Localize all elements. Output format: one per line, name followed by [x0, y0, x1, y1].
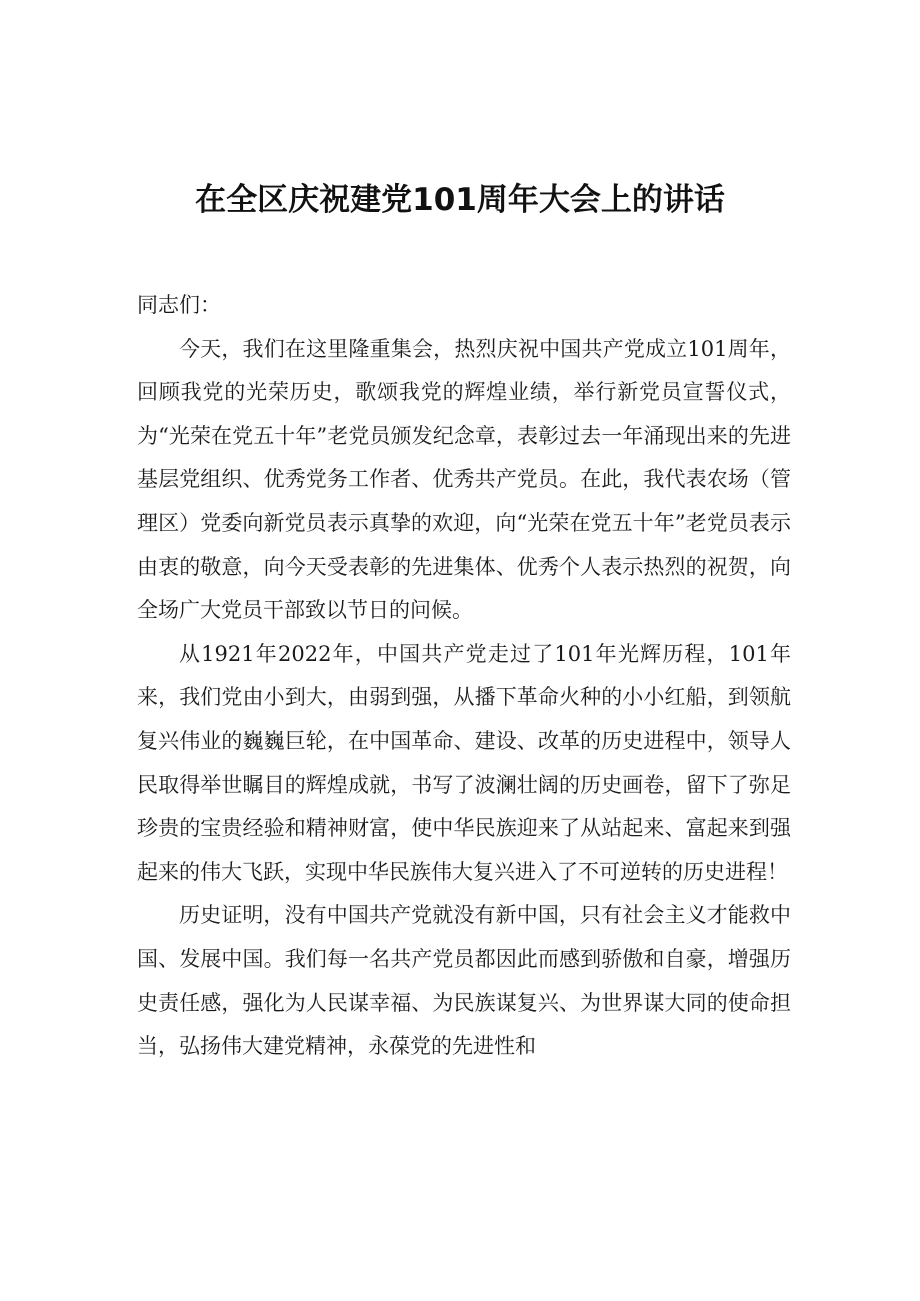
- paragraph-1: 今天，我们在这里隆重集会，热烈庆祝中国共产党成立101周年，回顾我党的光荣历史，歌颂我党的辉煌业绩，举行新党员宣誓仪式，为“光荣在党五十年”老党员颁发纪念章，表彰过去一年涌现出来的先进基层党组织、优秀党务工作者、优秀共产党员。在此，我代表农场（管理区）党委向新党员表示真挚的欢迎，向“光荣在党五十年”老党员表示由衷的敬意，向今天受表彰的先进集体、优秀个人表示热烈的祝贺，向全场广大党员干部致以节日的问候。: [137, 336, 791, 623]
- paragraph-2: 从1921年2022年，中国共产党走过了101年光辉历程，101年来，我们党由小到大，由弱到强，从播下革命火种的小小红船，到领航复兴伟业的巍巍巨轮，在中国革命、建设、改革的历史进程中，领导人民取得举世瞩目的辉煌成就，书写了波澜壮阔的历史画卷，留下了弥足珍贵的宝贵经验和精神财富，使中华民族迎来了从站起来、富起来到强起来的伟大飞跃，实现中华民族伟大复兴进入了不可逆转的历史进程！: [137, 641, 791, 884]
- paragraph-3: 历史证明，没有中国共产党就没有新中国，只有社会主义才能救中国、发展中国。我们每一名共产党员都因此而感到骄傲和自豪，增强历史责任感，强化为人民谋幸福、为民族谋复兴、为世界谋大同的使命担当，弘扬伟大建党精神，永葆党的先进性和: [137, 903, 791, 1059]
- document-title: 在全区庆祝建党101周年大会上的讲话: [195, 182, 725, 218]
- salutation: 同志们：: [137, 293, 221, 317]
- document-body: [137, 284, 791, 1069]
